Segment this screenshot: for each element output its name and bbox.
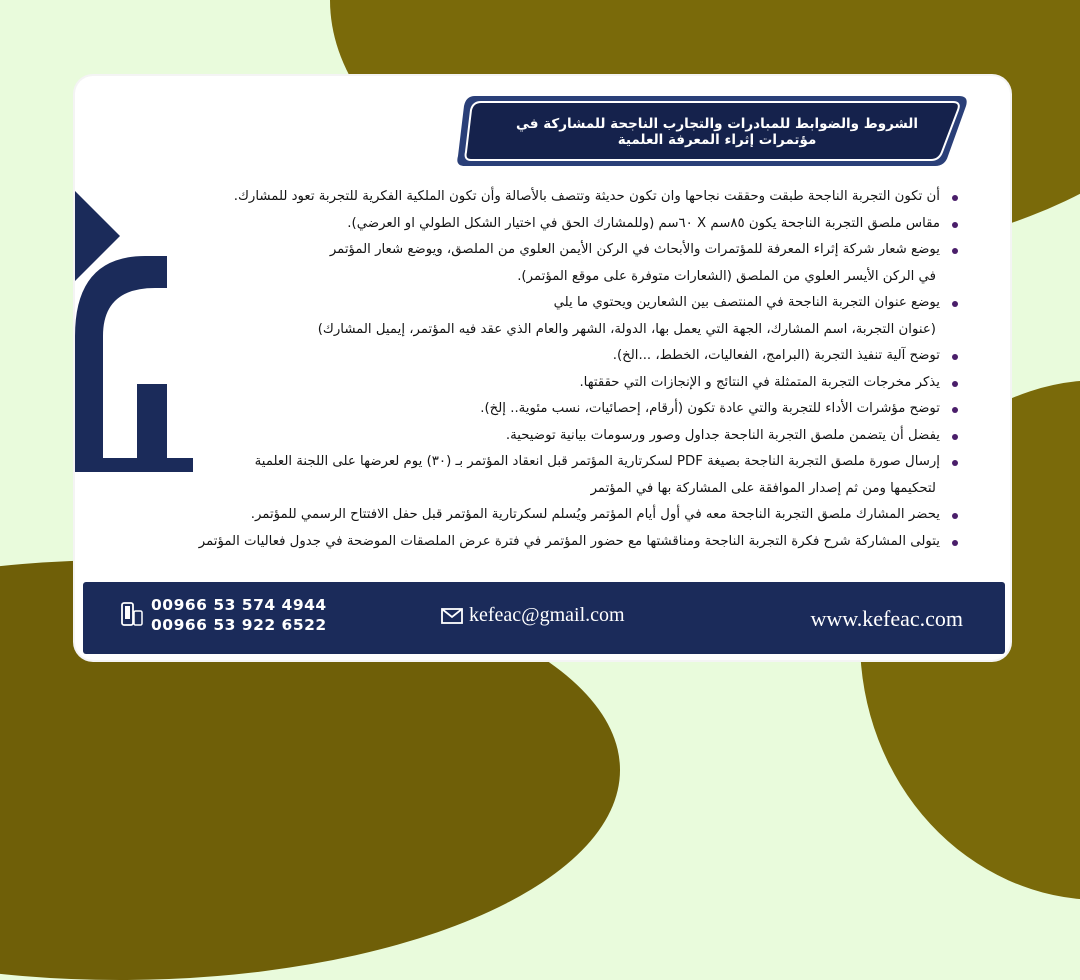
phone-group [121, 596, 327, 634]
page-title: الشروط والضوابط للمبادرات والتجارب الناجحة للمشاركة في مؤتمرات إثراء المعرفة العلمية [516, 116, 918, 148]
rule-text: مقاس ملصق التجربة الناجحة يكون ٨٥سم X ٦٠سم (وللمشارك الحق في اختيار الشكل الطولي او العرضي). [347, 215, 940, 231]
website-link[interactable]: www.kefeac.com [810, 606, 963, 631]
rule-text: يتولى المشاركة شرح فكرة التجربة الناجحة ومناقشتها مع حضور المؤتمر في فترة عرض الملصقات الموضحة في جدول فعاليات المؤتمر [198, 533, 940, 549]
bullet-dot [952, 434, 958, 440]
rule-item [158, 290, 958, 343]
bullet-dot [952, 222, 958, 228]
bullet-dot [952, 354, 958, 360]
rule-text: يذكر مخرجات التجربة المتمثلة في النتائج و الإنجازات التي حققتها. [579, 374, 940, 390]
rule-text: يحضر المشارك ملصق التجربة الناجحة معه في أول أيام المؤتمر ويُسلم لسكرتارية المؤتمر قبل حفل الافتتاح الرسمي للمؤتمر. [250, 507, 940, 522]
rule-text-continued: في الركن الأيسر العلوي من الملصق (الشعارات متوفرة على موقع المؤتمر). [517, 268, 936, 284]
bullet-dot [952, 381, 958, 387]
rule-item [158, 529, 958, 556]
rule-item [158, 370, 958, 397]
rule-item [158, 449, 958, 502]
rule-text-continued: (عنوان التجربة، اسم المشارك، الجهة التي يعمل بها، الدولة، الشهر والعام الذي عقد فيه المؤتمر، إيميل المشارك) [317, 321, 936, 337]
rule-item [158, 423, 958, 450]
bullet-dot [952, 407, 958, 413]
rule-text: أن تكون التجربة الناجحة طبقت وحققت نجاحها وان تكون حديثة وتتصف بالأصالة وأن تكون الملكية الفكرية للتجربة تعود للمشارك. [233, 189, 940, 204]
bullet-dot [952, 513, 958, 519]
rule-text: يوضع شعار شركة إثراء المعرفة للمؤتمرات والأبحاث في الركن الأيمن العلوي من الملصق، ويوضع شعار المؤتمر [329, 242, 940, 257]
bullet-dot [952, 540, 958, 546]
rule-text: إرسال صورة ملصق التجربة الناجحة بصيغة PDF لسكرتارية المؤتمر قبل انعقاد المؤتمر بـ (٣٠) يوم لعرضها على اللجنة العلمية [254, 454, 940, 469]
rule-text-continued: لتحكيمها ومن ثم إصدار الموافقة على المشاركة بها في المؤتمر [590, 480, 936, 496]
rule-item [158, 343, 958, 370]
rule-text: توضح مؤشرات الأداء للتجربة والتي عادة تكون (أرقام، إحصائيات، نسب مئوية.. إلخ). [480, 401, 940, 416]
rule-item [158, 184, 958, 211]
phone-list [151, 596, 327, 634]
phone-number[interactable]: 00966 53 922 6522 [151, 616, 327, 634]
bullet-dot [952, 460, 958, 466]
phone-number[interactable]: 00966 53 574 4944 [151, 596, 327, 614]
rule-item [158, 502, 958, 529]
contact-footer [83, 582, 1005, 654]
rule-item [158, 396, 958, 423]
bullet-dot [952, 301, 958, 307]
mail-icon [441, 608, 463, 624]
rule-text: يفضل أن يتضمن ملصق التجربة الناجحة جداول وصور ورسومات بيانية توضيحية. [505, 427, 940, 443]
email-link[interactable]: kefeac@gmail.com [469, 604, 625, 626]
email-group [441, 604, 625, 627]
rule-item [158, 237, 958, 290]
phone-icon [121, 602, 143, 628]
rule-item [158, 211, 958, 238]
rule-text: يوضع عنوان التجربة الناجحة في المنتصف بين الشعارين ويحتوي ما يلي [553, 295, 940, 310]
rules-list [158, 184, 958, 555]
bullet-dot [952, 248, 958, 254]
info-card [75, 76, 1010, 660]
rule-text: توضح آلية تنفيذ التجربة (البرامج، الفعاليات، الخطط، ...الخ). [612, 348, 940, 363]
bullet-dot [952, 195, 958, 201]
title-banner [455, 92, 971, 170]
